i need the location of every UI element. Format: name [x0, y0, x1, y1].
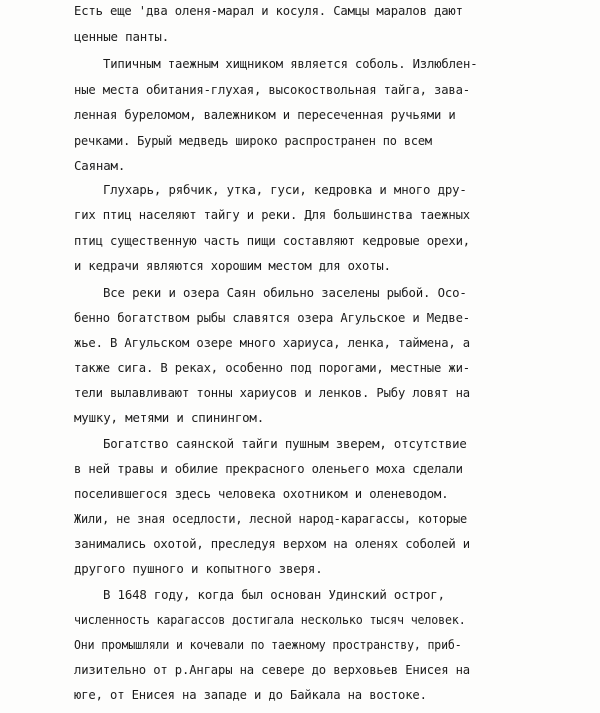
text-line: Саянам. — [74, 158, 126, 173]
text-line: юге, от Енисея на западе и до Байкала на востоке. — [74, 687, 427, 702]
text-line: Типичным таежным хищником является соболь. Излюблен- — [103, 56, 478, 71]
text-line: другого пушного и копытного зверя. — [74, 561, 323, 576]
text-line: гих птиц населяют тайгу и реки. Для большинства таежных — [74, 207, 471, 222]
text-line: Есть еще 'два оленя-марал и косуля. Самцы маралов дают — [74, 3, 463, 18]
text-line: ные места обитания-глухая, высокоствольная тайга, зава- — [74, 82, 471, 97]
text-line: Глухарь, рябчик, утка, гуси, кедровка и много дру- — [103, 182, 467, 197]
text-line: численность карагассов достигала несколько тысяч человек. — [74, 612, 466, 627]
text-line: ленная буреломом, валежником и пересеченная ручьями и — [74, 107, 456, 122]
text-line: Все реки и озера Саян обильно заселены рыбой. Осо- — [103, 285, 467, 300]
text-line: тели вылавливают тонны хариусов и ленков. Рыбу ловят на — [74, 385, 471, 400]
text-line: Они промышляли и кочевали по таежному пространству, приб- — [74, 637, 462, 652]
text-line: лизительно от р.Ангары на севере до верховьев Енисея на — [74, 662, 471, 677]
text-line: мушку, метями и спинингом. — [74, 410, 265, 425]
text-line: поселившегося здесь человека охотником и оленеводом. — [74, 486, 449, 501]
text-line: ценные панты. — [74, 29, 170, 44]
text-line: птиц существенную часть пищи составляют кедровые орехи, — [74, 233, 471, 248]
text-line: Богатство саянской тайги пушным зверем, отсутствие — [103, 436, 467, 451]
text-line: бенно богатством рыбы славятся озера Агульское и Медве- — [74, 310, 471, 325]
text-line: В 1648 году, когда был основан Удинский острог, — [103, 587, 445, 602]
text-line: в ней травы и обилие прекрасного оленьего моха сделали — [74, 461, 463, 476]
text-line: Жили, не зная оседлости, лесной народ-карагассы, которые — [74, 511, 467, 526]
text-line: речками. Бурый медведь широко распространен по всем — [74, 133, 432, 148]
text-line: занимались охотой, преследуя верхом на оленях соболей и — [74, 536, 471, 551]
text-line: также сига. В реках, особенно под порогами, местные жи- — [74, 360, 471, 375]
text-line: и кедрачи являются хорошим местом для охоты. — [74, 258, 391, 273]
text-line: жье. В Агульском озере много хариуса, ленка, таймена, а — [74, 335, 471, 350]
